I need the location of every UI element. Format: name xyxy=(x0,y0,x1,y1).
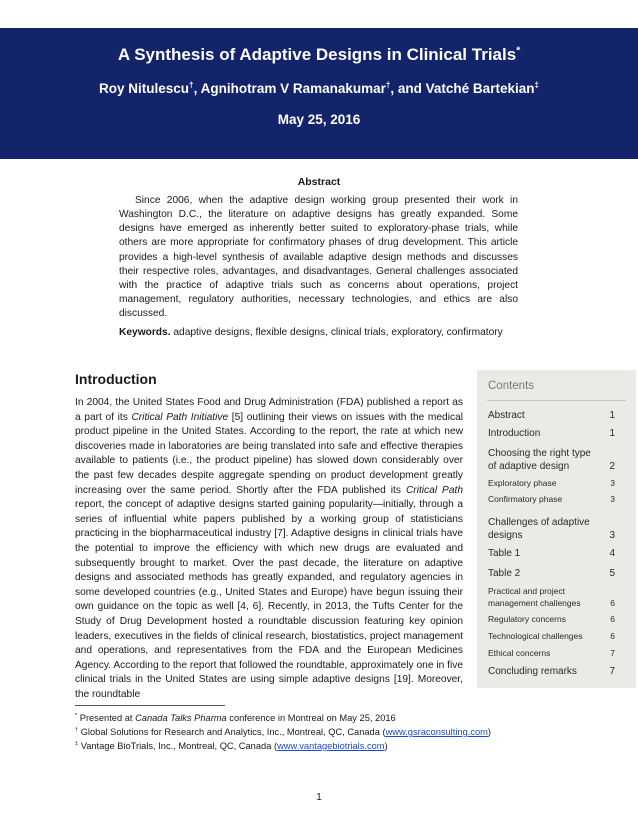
toc-divider xyxy=(487,400,626,401)
toc-item[interactable]: Technological challenges 6 xyxy=(488,631,615,641)
toc-item[interactable]: Table 2 5 xyxy=(488,568,615,579)
toc-item[interactable]: Introduction 1 xyxy=(488,428,615,439)
author-1: Roy Nitulescu xyxy=(99,81,190,96)
toc-item[interactable]: Table 1 4 xyxy=(488,548,615,559)
abstract-heading: Abstract xyxy=(297,176,341,188)
toc-item[interactable]: Confirmatory phase 3 xyxy=(488,494,615,504)
footnote-divider xyxy=(75,705,225,706)
toc-item[interactable]: Concluding remarks 7 xyxy=(488,666,615,677)
vantage-link[interactable]: www.vantagebiotrials.com xyxy=(277,741,385,751)
paper-date: May 25, 2016 xyxy=(277,112,361,127)
title-banner xyxy=(0,28,638,159)
toc-item[interactable]: Ethical concerns 7 xyxy=(488,648,615,658)
toc-item[interactable]: Practical and project management challenges 6 xyxy=(488,586,615,608)
paper-title: A Synthesis of Adaptive Designs in Clinical Trials* xyxy=(117,45,521,64)
footnote-3: ‡ Vantage BioTrials, Inc., Montreal, QC, Canada (www.vantagebiotrials.com) xyxy=(75,740,388,751)
footnote-1: * Presented at Canada Talks Pharma conference in Montreal on May 25, 2016 xyxy=(75,712,396,723)
toc-item[interactable]: Abstract 1 xyxy=(488,410,615,421)
gsra-link[interactable]: www.gsraconsulting.com xyxy=(385,727,488,737)
toc-item[interactable]: Regulatory concerns 6 xyxy=(488,614,615,624)
toc-item[interactable]: Exploratory phase 3 xyxy=(488,478,615,488)
introduction-heading: Introduction xyxy=(75,371,157,387)
toc-item[interactable]: Choosing the right type of adaptive design 2 xyxy=(488,448,615,472)
table-of-contents xyxy=(477,370,636,688)
keywords: Keywords. adaptive designs, flexible designs, clinical trials, exploratory, confirmatory xyxy=(119,327,503,338)
page-number: 1 xyxy=(316,792,322,803)
toc-heading: Contents xyxy=(488,380,535,392)
author-line: Roy Nitulescu†, Agnihotram V Ramanakumar†, and Vatché Bartekian‡ xyxy=(99,80,539,96)
abstract-text: Since 2006, when the adaptive design working group presented their work in Washington D.C., the literature on adaptive designs has greatly expanded. Some designs have emerged as inherently better suited to exploratory-phase trials, while others are more appropriate for confirmatory phases of drug development. This article provides a high-level synthesis of available adaptive design methods and discusses their respective roles, advantages, and disadvantages. General challenges associated with the practice of adaptive trials such as concerns about operations, project management, regulatory authorities, necessary technologies, and ethics are also discussed. xyxy=(119,195,518,320)
footnote-2: † Global Solutions for Research and Analytics, Inc., Montreal, QC, Canada (www.gsraconsulting.com) xyxy=(75,726,491,737)
introduction-body: In 2004, the United States Food and Drug Administration (FDA) published a report as a part of its Critical Path Initiative [5] outlining their views on issues with the medical product pipeline in the United States. According to the report, the rate at which new discoveries made in laboratories are being translated into safe and effective therapies available to patients (i.e., the product pipeline) has slowed down considerably over the past few decades despite aggregate spending on product development greatly increasing over the same period. Shortly after the FDA published its Critical Path report, the concept of adaptive designs started gaining popularity—initially, through a series of influential white papers published by a working group of statisticians practicing in the biopharmaceutical industry [7]. Adaptive designs in clinical trials have the potential to improve the efficiency with which new drugs are evaluated and subsequently brought to market. Over the past decade, the literature on adaptive designs and associated methods has greatly expanded, and regulatory agencies in some developed countries (e.g., United States and Europe) have begun issuing their own guidance on the topic as well [4, 6]. Recently, in 2013, the Tufts Center for the Study of Drug Development hosted a roundtable discussion featuring key opinion leaders, executives in the fields of clinical research, biostatistics, project management and operations, and representatives from the FDA and the European Medicines Agency. According to the report that followed the roundtable, approximately one in five clinical trials in the United States are using simple adaptive designs [19]. Moreover, the roundtable xyxy=(75,397,464,700)
toc-item[interactable]: Challenges of adaptive designs 3 xyxy=(488,517,615,541)
author-2: Agnihotram V Ramanakumar xyxy=(200,81,386,96)
author-3: Vatché Bartekian xyxy=(425,81,535,96)
